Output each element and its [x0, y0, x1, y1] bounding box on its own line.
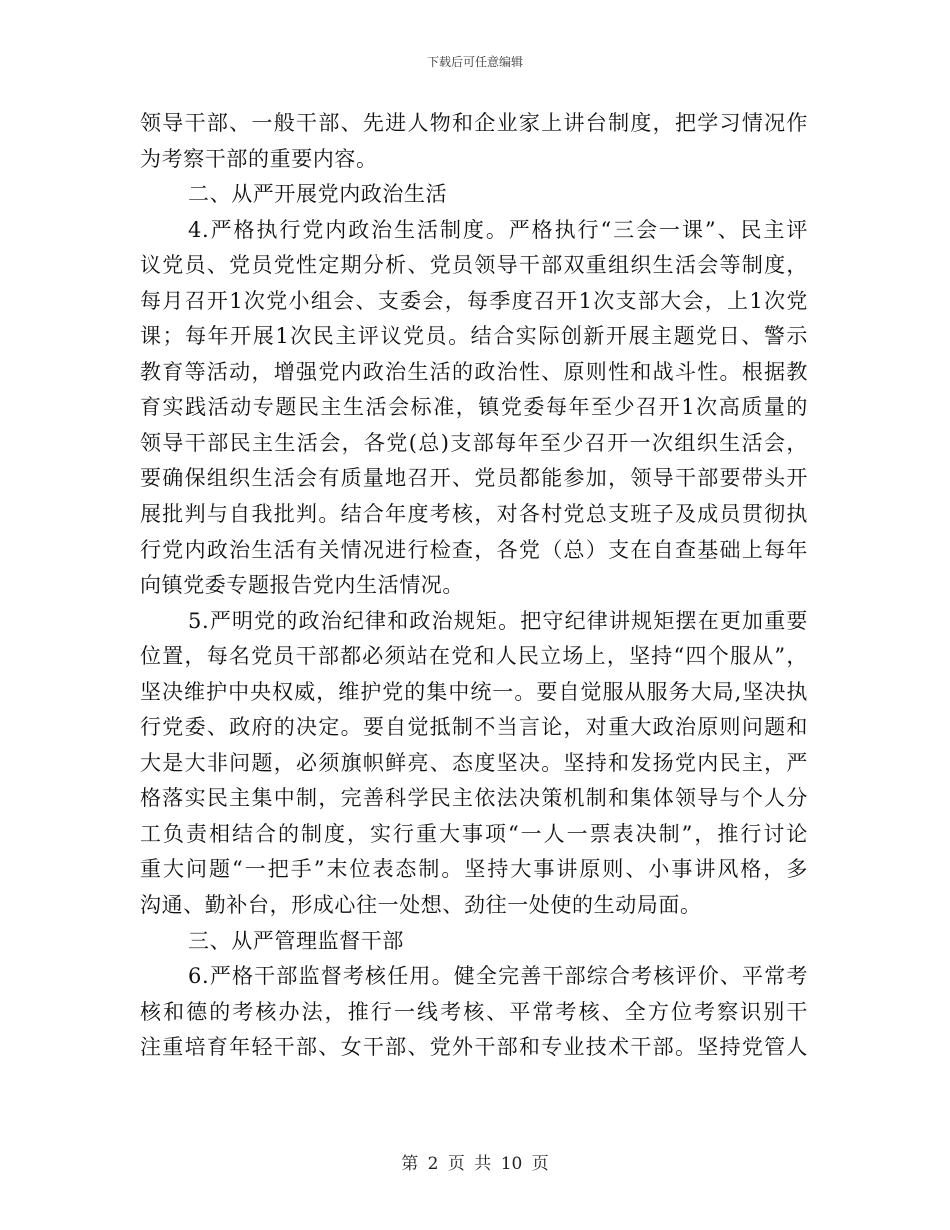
text-line: 领导干部、一般干部、先进人物和企业家上讲台制度，把学习情况作 [140, 111, 808, 135]
document-body [140, 106, 808, 1066]
text-line: 6.严格干部监督考核任用。健全完善干部综合考核评价、平常考 [188, 964, 808, 989]
text-line: 注重培育年轻干部、女干部、党外干部和专业技术干部。坚持党管人 [140, 1035, 808, 1060]
text-line: 4.严格执行党内政治生活制度。严格执行“三会一课”、民主评 [188, 217, 808, 242]
page-header-note: 下载后可任意编辑 [426, 55, 523, 69]
text-line: 核和德的考核办法，推行一线考核、平常考核、全方位考察识别干 [140, 999, 808, 1024]
text-line: 领导干部民主生活会，各党(总)支部每年至少召开一次组织生活会， [140, 430, 808, 455]
text-line: 大是大非问题，必须旗帜鲜亮、态度坚决。坚持和发扬党内民主，严 [140, 750, 808, 775]
text-line: 工负责相结合的制度，实行重大事项“一人一票表决制”，推行讨论 [140, 821, 808, 846]
text-line: 向镇党委专题报告党内生活情况。 [140, 573, 464, 598]
text-line: 课；每年开展1次民主评议党员。结合实际创新开展主题党日、警示 [140, 324, 808, 349]
text-line: 重大问题“一把手”末位表态制。坚持大事讲原则、小事讲风格，多 [140, 857, 808, 882]
text-line: 要确保组织生活会有质量地召开、党员都能参加，领导干部要带头开 [140, 466, 808, 491]
text-line: 行党委、政府的决定。要自觉抵制不当言论，对重大政治原则问题和 [140, 715, 808, 740]
text-line: 5.严明党的政治纪律和政治规矩。把守纪律讲规矩摆在更加重要 [188, 608, 808, 633]
text-line: 坚决维护中央权威，维护党的集中统一。要自觉服从服务大局,坚决执 [140, 679, 808, 704]
text-line: 育实践活动专题民主生活会标准，镇党委每年至少召开1次高质量的 [140, 395, 808, 420]
text-line: 二、从严开展党内政治生活 [188, 182, 448, 207]
text-line: 格落实民主集中制，完善科学民主依法决策机制和集体领导与个人分 [140, 786, 808, 811]
text-line: 教育等活动，增强党内政治生活的政治性、原则性和战斗性。根据教 [140, 359, 808, 384]
text-line: 每月召开1次党小组会、支委会，每季度召开1次支部大会，上1次党 [140, 288, 808, 313]
page-number-footer: 第 2 页 共 10 页 [401, 1154, 549, 1174]
text-line: 展批判与自我批判。结合年度考核，对各村党总支班子及成员贯彻执 [140, 502, 808, 527]
text-line: 为考察干部的重要内容。 [140, 146, 378, 171]
text-line: 议党员、党员党性定期分析、党员领导干部双重组织生活会等制度， [140, 253, 808, 278]
text-line: 三、从严管理监督干部 [188, 928, 404, 953]
text-line: 沟通、勤补台，形成心往一处想、劲往一处使的生动局面。 [140, 893, 702, 918]
text-line: 行党内政治生活有关情况进行检查，各党（总）支在自查基础上每年 [140, 537, 808, 562]
text-line: 位置，每名党员干部都必须站在党和人民立场上，坚持“四个服从”， [140, 644, 808, 669]
